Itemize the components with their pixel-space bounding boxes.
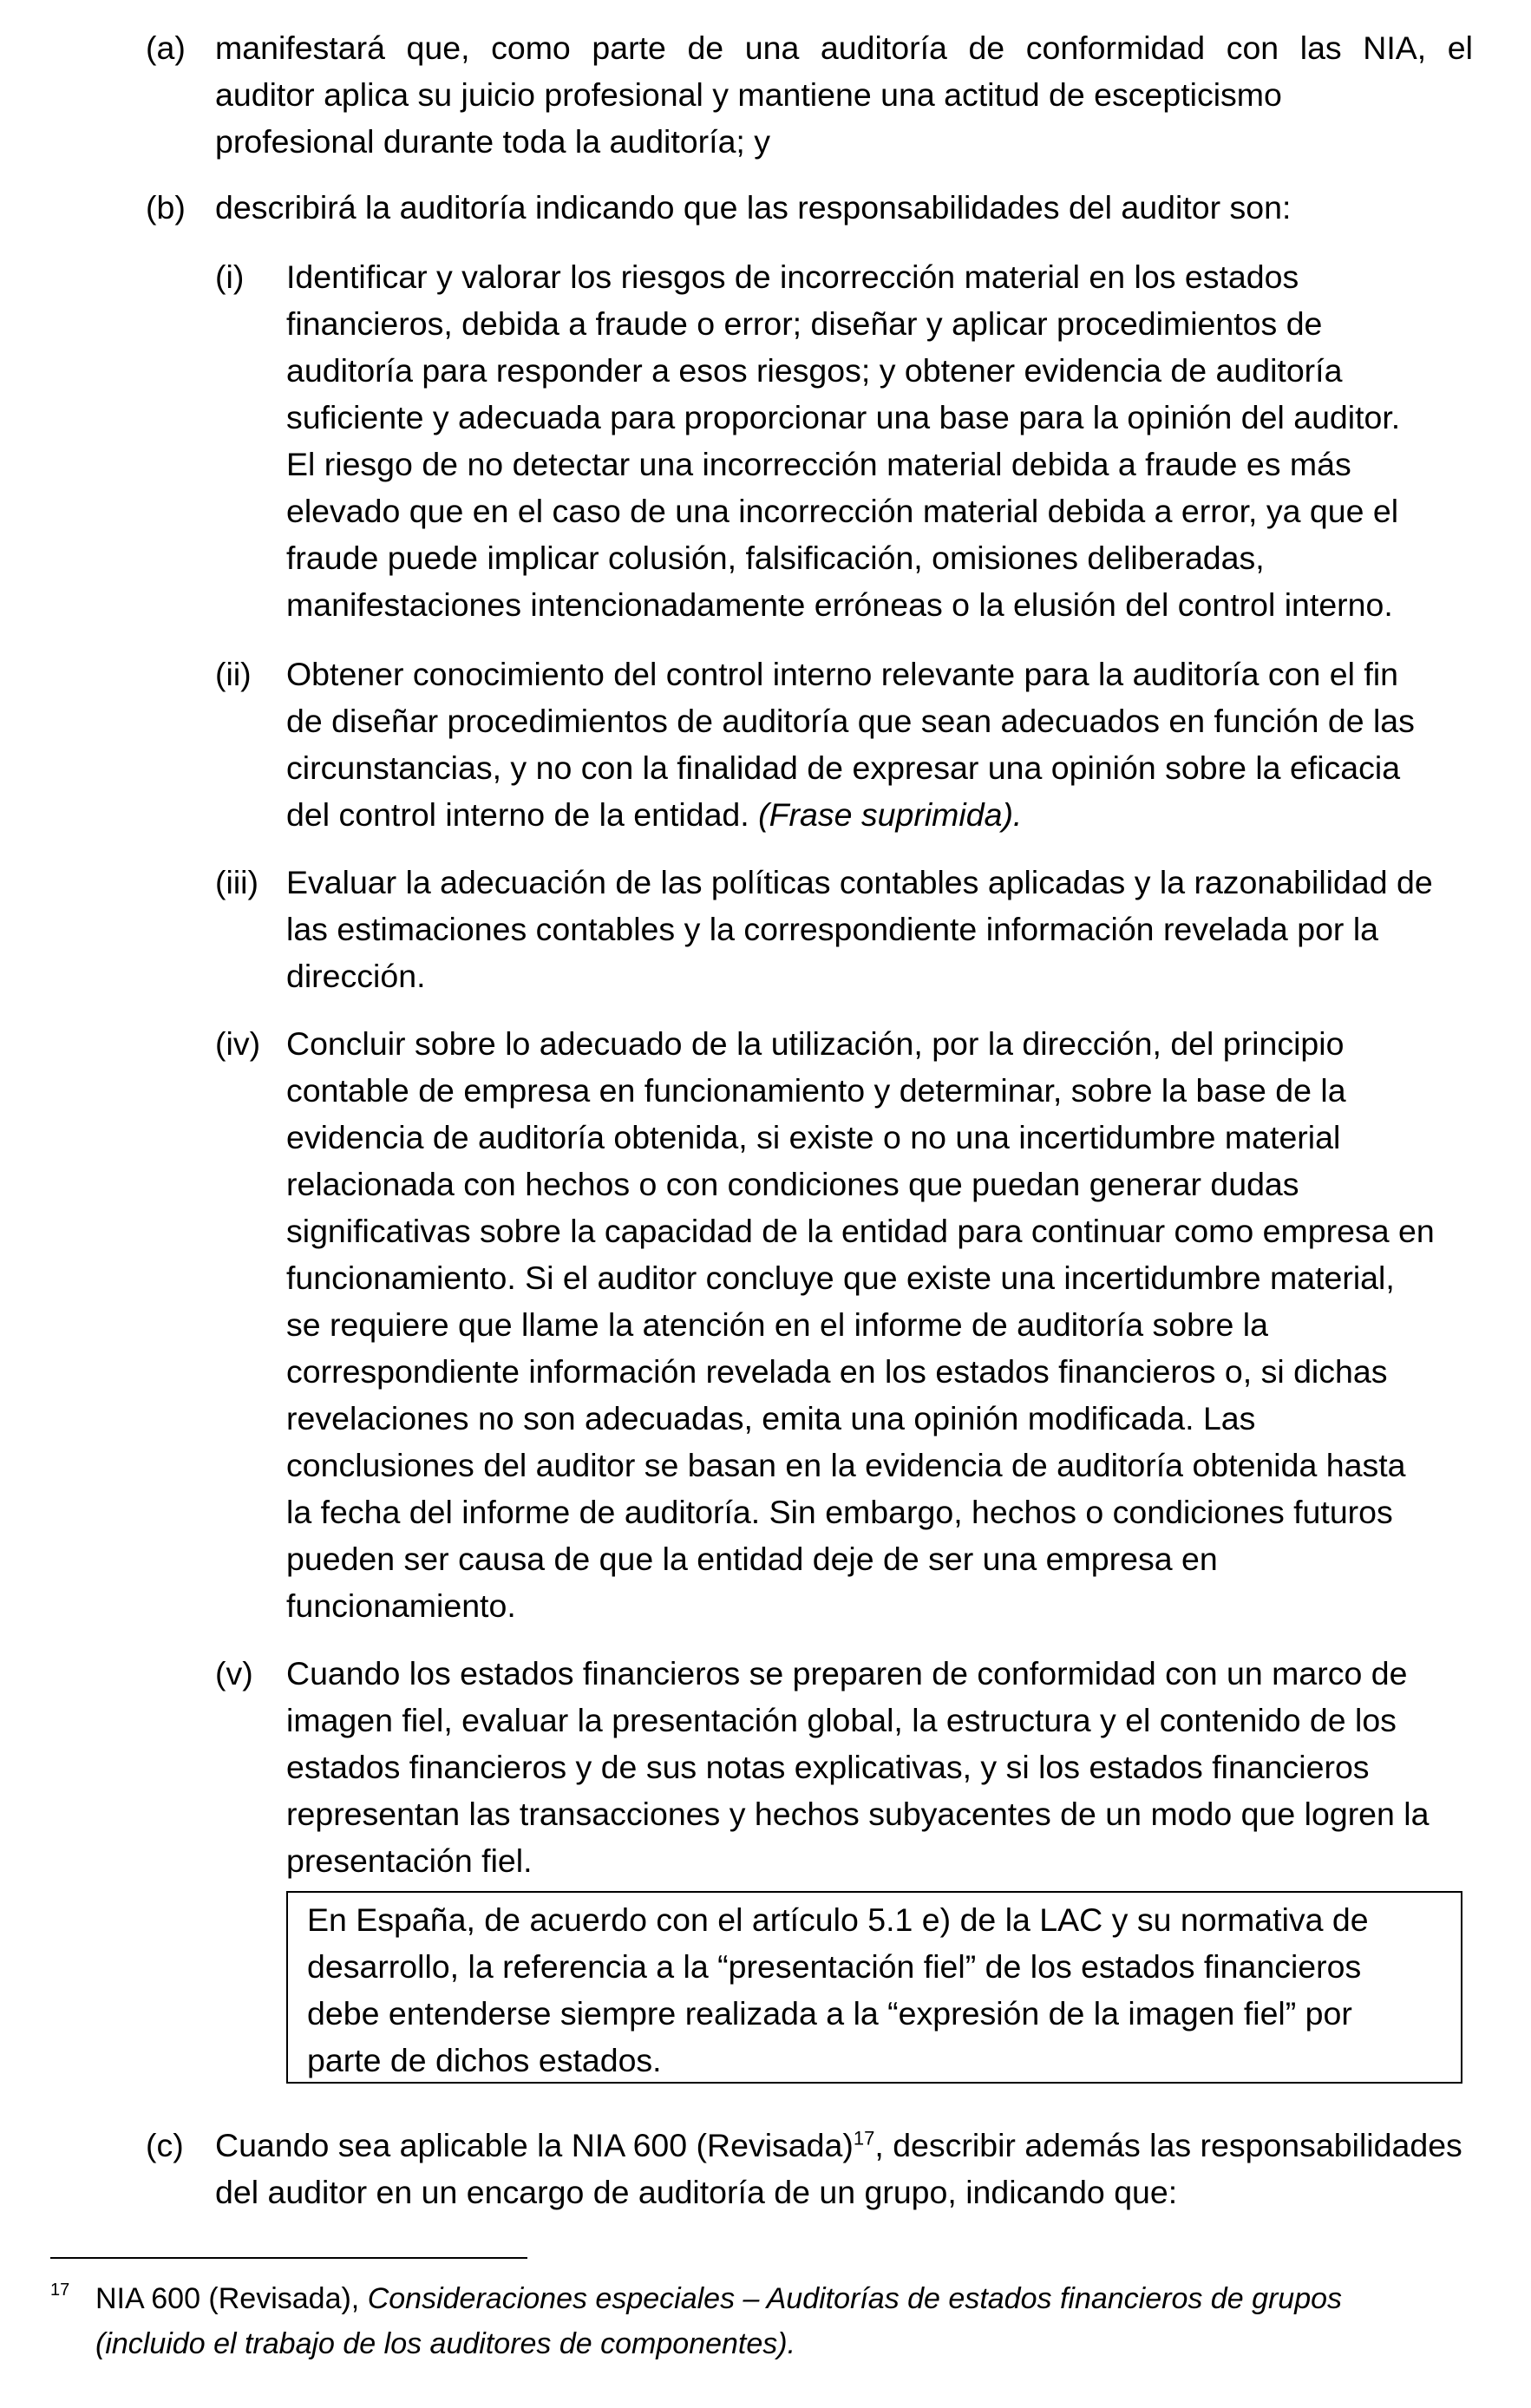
text-line: revelaciones no son adecuadas, emita una opinión modificada. Las (286, 1400, 1256, 1436)
text-line: fraude puede implicar colusión, falsificación, omisiones deliberadas, (286, 540, 1265, 576)
text-line: representan las transacciones y hechos subyacentes de un modo que logren la (286, 1796, 1430, 1832)
subclause-i-text (286, 253, 1473, 628)
footnote-separator (50, 2257, 527, 2259)
clause-b-label: (b) (146, 189, 186, 226)
text-line: significativas sobre la capacidad de la entidad para continuar como empresa en (286, 1213, 1435, 1249)
footnote-text (95, 2276, 1473, 2366)
text-line: conclusiones del auditor se basan en la evidencia de auditoría obtenida hasta (286, 1447, 1406, 1483)
text-line: financieros, debida a fraude o error; diseñar y aplicar procedimientos de (286, 305, 1323, 342)
text-line: evidencia de auditoría obtenida, si existe o no una incertidumbre material (286, 1119, 1341, 1155)
footnote-line (95, 2276, 1473, 2321)
subclause-ii-label: (ii) (215, 656, 252, 692)
footnote-mark: 17 (50, 2280, 70, 2300)
clause-a-text (215, 24, 1473, 165)
clause-c-text (215, 2122, 1473, 2215)
text-line: estados financieros y de sus notas explicativas, y si los estados financieros (286, 1749, 1370, 1785)
text-line (215, 2122, 1473, 2169)
clause-b-text (215, 184, 1473, 231)
note-line: En España, de acuerdo con el artículo 5.1 e) de la LAC y su normativa de (307, 1901, 1369, 1938)
text-line: Concluir sobre lo adecuado de la utilización, por la dirección, del principio (286, 1025, 1345, 1062)
text-line: circunstancias, y no con la finalidad de expresar una opinión sobre la eficacia (286, 749, 1401, 786)
text-line: la fecha del informe de auditoría. Sin embargo, hechos o condiciones futuros (286, 1494, 1393, 1530)
text-line: imagen fiel, evaluar la presentación global, la estructura y el contenido de los (286, 1702, 1397, 1738)
text-line: las estimaciones contables y la correspondiente información revelada por la (286, 911, 1379, 947)
italic-note: (Frase suprimida). (758, 796, 1023, 833)
subclause-v-text (286, 1650, 1473, 1884)
text-line: manifestaciones intencionadamente erróneas o la elusión del control interno. (286, 586, 1393, 623)
text-line: auditoría para responder a esos riesgos; y obtener evidencia de auditoría (286, 352, 1343, 389)
text-line (286, 791, 1473, 838)
text-line: describirá la auditoría indicando que las responsabilidades del auditor son: (215, 189, 1292, 226)
subclause-iii-label: (iii) (215, 864, 258, 900)
subclause-ii-text (286, 651, 1473, 838)
text-line: contable de empresa en funcionamiento y determinar, sobre la base de la (286, 1072, 1346, 1109)
subclause-i-label: (i) (215, 258, 245, 295)
text-line: se requiere que llame la atención en el informe de auditoría sobre la (286, 1306, 1268, 1343)
text-line: suficiente y adecuada para proporcionar una base para la opinión del auditor. (286, 399, 1401, 435)
text-line: dirección. (286, 958, 426, 994)
text-line: auditor aplica su juicio profesional y mantiene una actitud de escepticismo (215, 76, 1282, 113)
note-line: desarrollo, la referencia a la “presentación fiel” de los estados financieros (307, 1948, 1362, 1985)
text-line: correspondiente información revelada en los estados financieros o, si dichas (286, 1353, 1388, 1390)
note-line: parte de dichos estados. (307, 2042, 662, 2078)
subclause-iv-label: (iv) (215, 1025, 261, 1062)
text-line: profesional durante toda la auditoría; y (215, 123, 771, 160)
text-span: , describir además las responsabilidades (874, 2127, 1462, 2163)
clause-a-label: (a) (146, 29, 186, 66)
footnote-plain: NIA 600 (Revisada), (95, 2282, 360, 2315)
note-line: debe entenderse siempre realizada a la “expresión de la imagen fiel” por (307, 1995, 1352, 2032)
text-line: Evaluar la adecuación de las políticas contables aplicadas y la razonabilidad de (286, 864, 1433, 900)
text-span: del control interno de la entidad. (286, 796, 749, 833)
footnote-italic: (incluido el trabajo de los auditores de componentes). (95, 2327, 796, 2360)
text-line: de diseñar procedimientos de auditoría que sean adecuados en función de las (286, 703, 1415, 739)
text-line: El riesgo de no detectar una incorrección material debida a fraude es más (286, 446, 1351, 482)
text-line: relacionada con hechos o con condiciones que puedan generar dudas (286, 1166, 1299, 1202)
footnote-line (95, 2321, 1473, 2366)
text-line: Obtener conocimiento del control interno relevante para la auditoría con el fin (286, 656, 1399, 692)
subclause-iv-text (286, 1020, 1473, 1629)
clause-c-label: (c) (146, 2127, 184, 2163)
subclause-iii-text (286, 859, 1473, 999)
text-line: Cuando los estados financieros se preparen de conformidad con un marco de (286, 1655, 1408, 1691)
subclause-v-label: (v) (215, 1655, 253, 1691)
text-line: funcionamiento. (286, 1587, 516, 1624)
text-line: del auditor en un encargo de auditoría de un grupo, indicando que: (215, 2174, 1178, 2210)
text-line: pueden ser causa de que la entidad deje de ser una empresa en (286, 1541, 1218, 1577)
text-line: presentación fiel. (286, 1842, 533, 1879)
text-line: elevado que en el caso de una incorrección material debida a error, ya que el (286, 493, 1399, 529)
text-line: funcionamiento. Si el auditor concluye que existe una incertidumbre material, (286, 1260, 1395, 1296)
text-span: Cuando sea aplicable la NIA 600 (Revisada) (215, 2127, 854, 2163)
text-line: manifestará que, como parte de una auditoría de conformidad con las NIA, el (215, 29, 1473, 66)
text-line: Identificar y valorar los riesgos de incorrección material en los estados (286, 258, 1299, 295)
footnote-reference[interactable]: 17 (853, 2127, 875, 2150)
footnote-italic: Consideraciones especiales – Auditorías de estados financieros de grupos (367, 2282, 1343, 2315)
spain-note-box (286, 1891, 1462, 2084)
